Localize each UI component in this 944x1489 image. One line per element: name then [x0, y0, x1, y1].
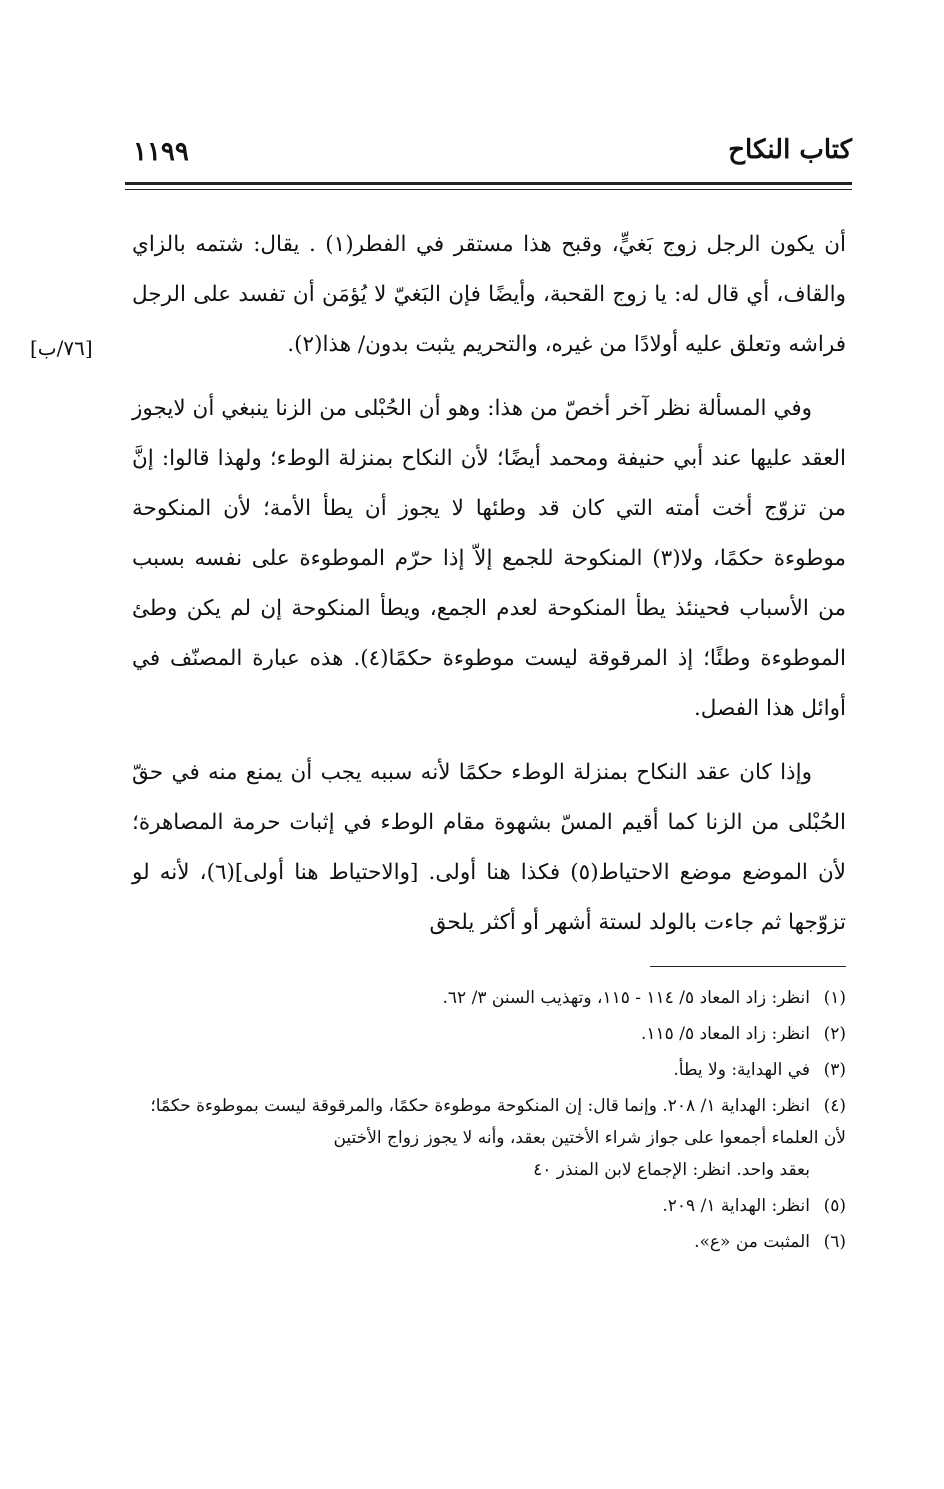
footnote-text-continued: بعقد واحد. انظر: الإجماع لابن المنذر ٤٠: [533, 1160, 810, 1180]
paragraph-3: وإذا كان عقد النكاح بمنزلة الوطء حكمًا لأنه سببه يجب أن يمنع منه في حقّ الحُبْلى من الزنا كما أقيم المسّ بشهوة مقام الوطء في إثبات حرمة المصاهرة؛ لأن الموضع موضع الاحتياط(٥) فكذا هنا أولى. [والاحتياط هنا أولى](٦)، لأنه لو تزوّجها ثم جاءت بالولد لستة أشهر أو أكثر يلحق: [132, 760, 846, 935]
footnote: [132, 1226, 846, 1258]
footnote-text: انظر: زاد المعاد ٥/ ١١٥.: [641, 1024, 810, 1044]
running-title: كتاب النكاح: [728, 135, 852, 165]
footnote: [132, 982, 846, 1014]
paragraph-2: وفي المسألة نظر آخر أخصّ من هذا: وهو أن الحُبْلى من الزنا ينبغي أن لايجوز العقد عليها عند أبي حنيفة ومحمد أيضًا؛ لأن النكاح بمنزلة الوطء؛ ولهذا قالوا: إنَّ من تزوّج أخت أمته التي كان قد وطئها لا يجوز أن يطأ الأمة؛ لأن المنكوحة موطوءة حكمًا، ولا(٣) المنكوحة للجمع إلاّ إذا حرّم الموطوءة على نفسه بسبب من الأسباب فحينئذ يطأ المنكوحة لعدم الجمع، ويطأ المنكوحة إن لم يكن وطئ الموطوءة وطئًا؛ إذ المرقوقة ليست موطوءة حكمًا(٤). هذه عبارة المصنّف في أوائل هذا الفصل.: [132, 396, 846, 721]
footnote: [132, 1090, 846, 1186]
footnote-number: (٣): [823, 1060, 846, 1080]
footnote-text: في الهداية: ولا يطأ.: [673, 1060, 810, 1080]
footnote-text: انظر: الهداية ١/ ٢٠٨. وإنما قال: إن المنكوحة موطوءة حكمًا، والمرقوقة ليست بموطوءة حكمًا؛ لأن العلماء أجمعوا على جواز شراء الأختين بعقد، وأنه لا يجوز زواج الأختين: [150, 1096, 846, 1148]
header-rule-thin: [125, 189, 852, 190]
page-header: [125, 135, 852, 175]
footnote-number: (١): [823, 988, 846, 1008]
footnote-text: المثبت من «ع».: [694, 1232, 810, 1252]
page-number: ١١٩٩: [133, 137, 189, 167]
main-text: [132, 220, 846, 962]
footnote-number: (٥): [823, 1196, 846, 1216]
footnote: [132, 1054, 846, 1086]
manuscript-folio-marker: [٧٦/ب]: [30, 336, 93, 360]
footnote: [132, 1190, 846, 1222]
footnotes: [132, 982, 846, 1262]
footnote-text: انظر: زاد المعاد ٥/ ١١٤ - ١١٥، وتهذيب السنن ٣/ ٦٢.: [442, 988, 810, 1008]
paragraph-1: أن يكون الرجل زوج بَغيٍّ، وقبح هذا مستقر في الفطر(١) . يقال: شتمه بالزاي والقاف، أي قال له: يا زوج القحبة، وأيضًا فإن البَغيّ لا يُؤمَن أن تفسد على الرجل فراشه وتعلق عليه أولادًا من غيره، والتحريم يثبت بدون/ هذا(٢).: [132, 232, 847, 357]
header-rule-thick: [125, 182, 852, 185]
footnote-text: انظر: الهداية ١/ ٢٠٩.: [662, 1196, 810, 1216]
footnote-number: (٦): [823, 1232, 846, 1252]
footnote: [132, 1018, 846, 1050]
footnote-number: (٤): [823, 1096, 846, 1116]
footnote-number: (٢): [823, 1024, 846, 1044]
footnote-separator: [650, 966, 846, 967]
